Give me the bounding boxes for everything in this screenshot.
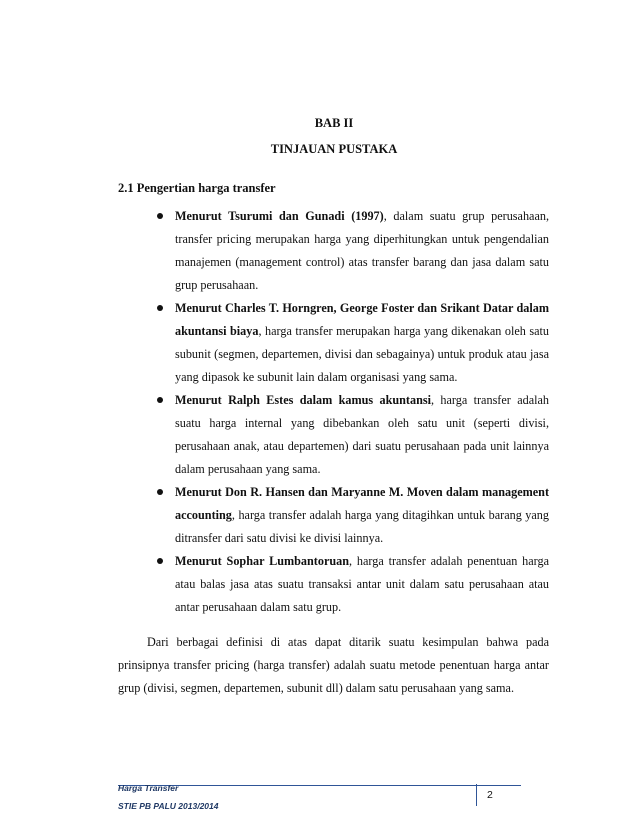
definition-item	[157, 297, 549, 389]
conclusion-paragraph: Dari berbagai definisi di atas dapat ditarik suatu kesimpulan bahwa pada prinsipnya transfer pricing (harga transfer) adalah suatu metode penentuan harga antar grup (divisi, segmen, departemen, subunit dll) dalam satu perusahaan yang sama.	[118, 635, 549, 696]
definition-text: , harga transfer adalah harga yang ditagihkan untuk barang yang ditransfer dari satu divisi ke divisi lainnya.	[175, 508, 549, 545]
chapter-title: TINJAUAN PUSTAKA	[270, 142, 398, 156]
bullet-icon	[157, 305, 163, 311]
definition-text: , harga transfer merupakan harga yang dikenakan oleh satu subunit (segmen, departemen, divisi dan sebagainya) untuk produk atau jasa yang dipasok ke subunit lain dalam organisasi yang sama.	[175, 324, 550, 384]
bullet-icon	[157, 558, 163, 564]
definition-item	[157, 389, 549, 481]
definition-item	[157, 481, 549, 550]
section-heading: 2.1 Pengertian harga transfer	[118, 181, 276, 195]
definition-text: , harga transfer adalah penentuan harga atau balas jasa atas suatu transaksi antar unit dalam satu perusahaan atau antar perusahaan dalam satu grup.	[175, 554, 549, 614]
bullet-icon	[157, 397, 163, 403]
bullet-icon	[157, 213, 163, 219]
footer-institution: STIE PB PALU 2013/2014	[118, 801, 219, 811]
definition-text: , harga transfer adalah suatu harga internal yang dibebankan oleh satu unit (seperti divisi, perusahaan anak, atau departemen) dari suatu perusahaan pada unit lainnya dalam perusahaan yang sama.	[175, 393, 549, 476]
definition-list	[157, 205, 549, 619]
page-number: 2	[476, 784, 493, 806]
definition-text: , dalam suatu grup perusahaan, transfer pricing merupakan harga yang diperhitungkan untuk pengendalian manajemen (management control) atas transfer barang dan jasa dalam satu grup perusahaan.	[175, 209, 549, 292]
bullet-icon	[157, 489, 163, 495]
definition-source: Menurut Don R. Hansen dan Maryanne M. Moven dalam management accounting	[175, 485, 549, 522]
definition-item	[157, 550, 549, 619]
footer-left	[118, 779, 218, 815]
definition-source: Menurut Ralph Estes dalam kamus akuntansi	[175, 393, 431, 407]
definition-source: Menurut Sophar Lumbantoruan	[175, 554, 350, 568]
definition-item	[157, 205, 549, 297]
chapter-number: BAB II	[314, 116, 354, 130]
footer-title: Harga Transfer	[118, 783, 179, 793]
definition-source: Menurut Charles T. Horngren, George Foster dan Srikant Datar dalam akuntansi biaya	[175, 301, 549, 338]
definition-source: Menurut Tsurumi dan Gunadi (1997)	[175, 209, 384, 223]
page-footer	[118, 783, 521, 811]
